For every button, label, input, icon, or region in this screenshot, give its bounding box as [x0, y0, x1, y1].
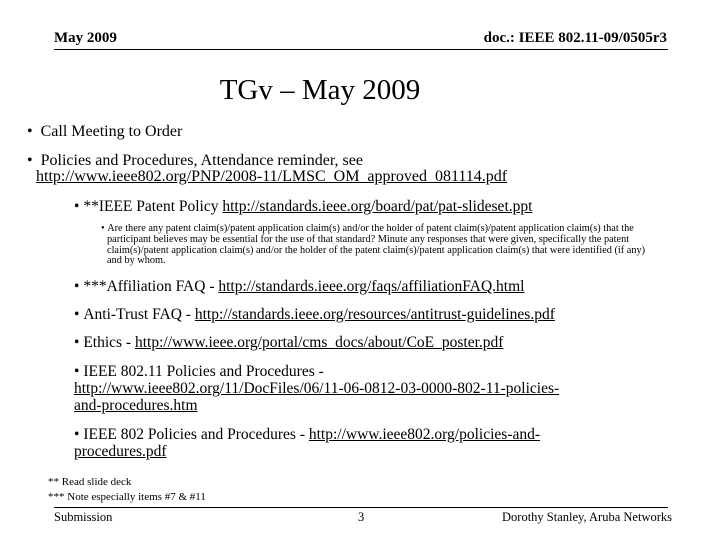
- bullet-text: Call Meeting to Order: [40, 123, 183, 140]
- bullet-dot: •: [74, 278, 84, 295]
- p802-text: IEEE 802 Policies and Procedures -: [83, 426, 309, 443]
- header-date: May 2009: [54, 30, 117, 46]
- bullet-dot: •: [101, 223, 108, 234]
- bullet-dot: •: [27, 123, 41, 140]
- antitrust-text: Anti-Trust FAQ -: [83, 306, 195, 323]
- p80211-text: IEEE 802.11 Policies and Procedures -: [83, 363, 324, 380]
- policies-link-line: [36, 168, 507, 186]
- footer-page-number: 3: [358, 510, 365, 524]
- ethics-link[interactable]: http://www.ieee.org/portal/cms_docs/about/CoE_poster.pdf: [134, 334, 504, 351]
- patent-text: **IEEE Patent Policy: [83, 198, 223, 215]
- footer-author: Dorothy Stanley, Aruba Networks: [502, 510, 672, 524]
- p80211-link-line-1: [74, 380, 559, 398]
- footer-submission: Submission: [54, 510, 113, 524]
- affiliation-text: ***Affiliation FAQ -: [83, 278, 219, 295]
- ethics-text: Ethics -: [83, 334, 135, 351]
- p80211-link-part-2[interactable]: and-procedures.htm: [74, 397, 198, 414]
- bullet-ethics: [74, 334, 503, 352]
- patent-note-text: Are there any patent claim(s)/patent application claim(s) and/or the holder of patent claim(s)/patent application claim(s) that the participant believes may be essential for the use of that standard? Minute any responses that were given, specifically the patent claim(s)/patent application claim(s) and/or the holder of the patent claim(s)/patent application claim(s) that were identified (if any) and by whom.: [107, 223, 646, 267]
- antitrust-link[interactable]: http://standards.ieee.org/resources/antitrust-guidelines.pdf: [194, 306, 555, 323]
- header-doc-id: doc.: IEEE 802.11-09/0505r3: [483, 30, 667, 46]
- slide-title: TGv – May 2009: [219, 74, 421, 106]
- bullet-dot: •: [27, 152, 41, 169]
- bullet-text: Policies and Procedures, Attendance reminder, see: [40, 152, 363, 169]
- bullet-call-meeting: [27, 123, 182, 141]
- footer-divider: [54, 507, 668, 508]
- bullet-affiliation: [74, 278, 524, 296]
- footnote-note-items: *** Note especially items #7 & #11: [48, 491, 206, 503]
- p802-link-line-2: [74, 443, 167, 461]
- p80211-link-part-1[interactable]: http://www.ieee802.org/11/DocFiles/06/11-06-0812-03-0000-802-11-policies-: [74, 380, 560, 397]
- p802-link-part-1[interactable]: http://www.ieee802.org/policies-and-: [308, 426, 541, 443]
- bullet-dot: •: [74, 426, 84, 443]
- patent-note: [101, 223, 659, 267]
- bullet-80211-policies: [74, 363, 324, 381]
- bullet-dot: •: [74, 306, 84, 323]
- bullet-802-policies: [74, 426, 540, 444]
- bullet-antitrust: [74, 306, 555, 324]
- p802-link-part-2[interactable]: procedures.pdf: [74, 443, 167, 460]
- footnote-read-slide-deck: ** Read slide deck: [48, 476, 132, 488]
- affiliation-link[interactable]: http://standards.ieee.org/faqs/affiliationFAQ.html: [218, 278, 525, 295]
- patent-link[interactable]: http://standards.ieee.org/board/pat/pat-slideset.ppt: [222, 198, 533, 215]
- bullet-patent-policy: [74, 198, 532, 216]
- bullet-dot: •: [74, 334, 84, 351]
- policies-link[interactable]: http://www.ieee802.org/PNP/2008-11/LMSC_OM_approved_081114.pdf: [36, 168, 508, 185]
- header-divider: [54, 49, 668, 50]
- bullet-dot: •: [74, 363, 84, 380]
- bullet-dot: •: [74, 198, 84, 215]
- p80211-link-line-2: [74, 397, 198, 415]
